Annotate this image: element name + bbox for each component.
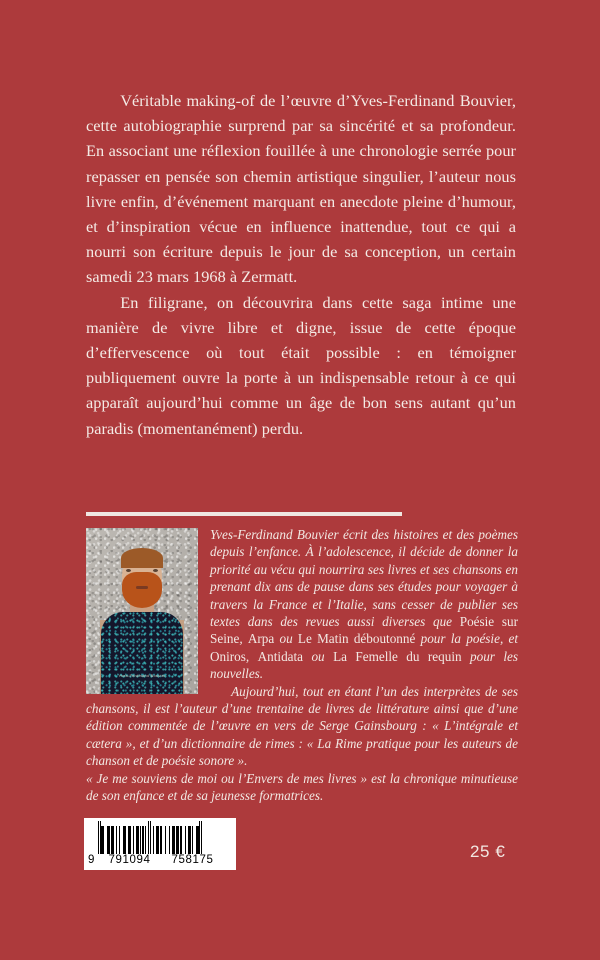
barcode-digit-group-2: 758175	[171, 854, 214, 866]
bio-p1-part-f: ou	[303, 648, 334, 664]
photo-mouth	[136, 586, 148, 589]
photo-eye-right	[153, 569, 158, 572]
blurb-paragraph-1: Véritable making-of de l’œuvre d’Yves-Ferdinand Bouvier, cette autobiographie surprend par sa sincérité et sa profondeur. En associant une réflexion fouillée à une chronologie serrée pour repasser en pensée son chemin artistique singulier, l’auteur nous livre enfin, d’événement marquant en anecdote pleine d’humour, et d’inspiration vécue en influence inattendue, tout ce qui a nourri son écriture depuis le jour de sa conception, un certain samedi 23 mars 1968 à Zermatt.	[86, 91, 516, 287]
bio-p1-part-a: Yves-Ferdinand Bouvier écrit des histoires et des poèmes depuis l’enfance. À l’adolescence, il décide de donner la priorité au vécu qui nourrira ses livres et ses chansons en prenant dix ans de pause dans ses études pour voyager à travers la France et l’Italie, sans cesser de publier ses textes dans des revues aussi diverses que	[210, 527, 518, 630]
revue-oniros: Oniros	[210, 648, 246, 664]
photo-eye-left	[126, 569, 131, 572]
barcode-digit-first: 9	[88, 854, 95, 866]
revue-la-femelle-du-requin: La Femelle du requin	[333, 648, 462, 664]
revue-poesie-sur-seine: Poésie sur Seine	[210, 614, 518, 647]
bio-p1-part-g: pour les nouvelles.	[210, 648, 519, 682]
price-label: 25 €	[470, 842, 506, 861]
blurb-paragraph-2: En filigrane, on découvrira dans cette saga intime une manière de vivre libre et digne, issue de cette époque d’effervescence où tout était possible : en témoigner publiquement ouvre la porte à un indispensable retour à ce qui apparaît aujourd’hui comme un âge de bon sens autant qu’un paradis (momentanément) perdu.	[86, 292, 516, 438]
bio-paragraph-2: Aujourd’hui, tout en étant l’un des interprètes de ses chansons, il est l’auteur d’une trentaine de livres de littérature ainsi que d’une édition commentée de l’œuvre en vers de Serge Gainsbourg : « L’intégrale et cætera », et d’un dictionnaire de rimes : « La Rime pratique pour les auteurs de chanson et de poésie sonore ».	[86, 683, 518, 769]
bio-p1-part-c: ou	[274, 631, 298, 647]
bio-p1-part-b: ,	[239, 631, 248, 647]
photo-hair	[121, 548, 163, 568]
bio-paragraph-3: « Je me souviens de moi ou l’Envers de mes livres » est la chronique minutieuse de son enfance et de sa jeunesse formatrices.	[86, 770, 518, 804]
barcode-digits	[88, 854, 232, 867]
barcode-bars	[98, 821, 232, 854]
barcode-digit-group-1: 791094	[108, 854, 151, 866]
revue-arpa: Arpa	[247, 631, 275, 647]
photo-tshirt-text: Yves-Ferdinand Bouvier	[118, 673, 166, 678]
photo-beard	[122, 572, 162, 608]
photo-tshirt	[101, 612, 183, 694]
section-divider	[86, 512, 402, 516]
author-photo	[86, 528, 198, 694]
author-biography-block	[86, 526, 518, 805]
back-cover-blurb	[86, 88, 516, 441]
ean13-barcode	[84, 818, 236, 870]
revue-le-matin-deboutonne: Le Matin déboutonné	[297, 631, 416, 647]
bio-p1-part-d: pour la poésie, et	[415, 631, 519, 647]
revue-antidata: Antidata	[257, 648, 304, 664]
bio-p1-part-e: ,	[245, 648, 258, 664]
